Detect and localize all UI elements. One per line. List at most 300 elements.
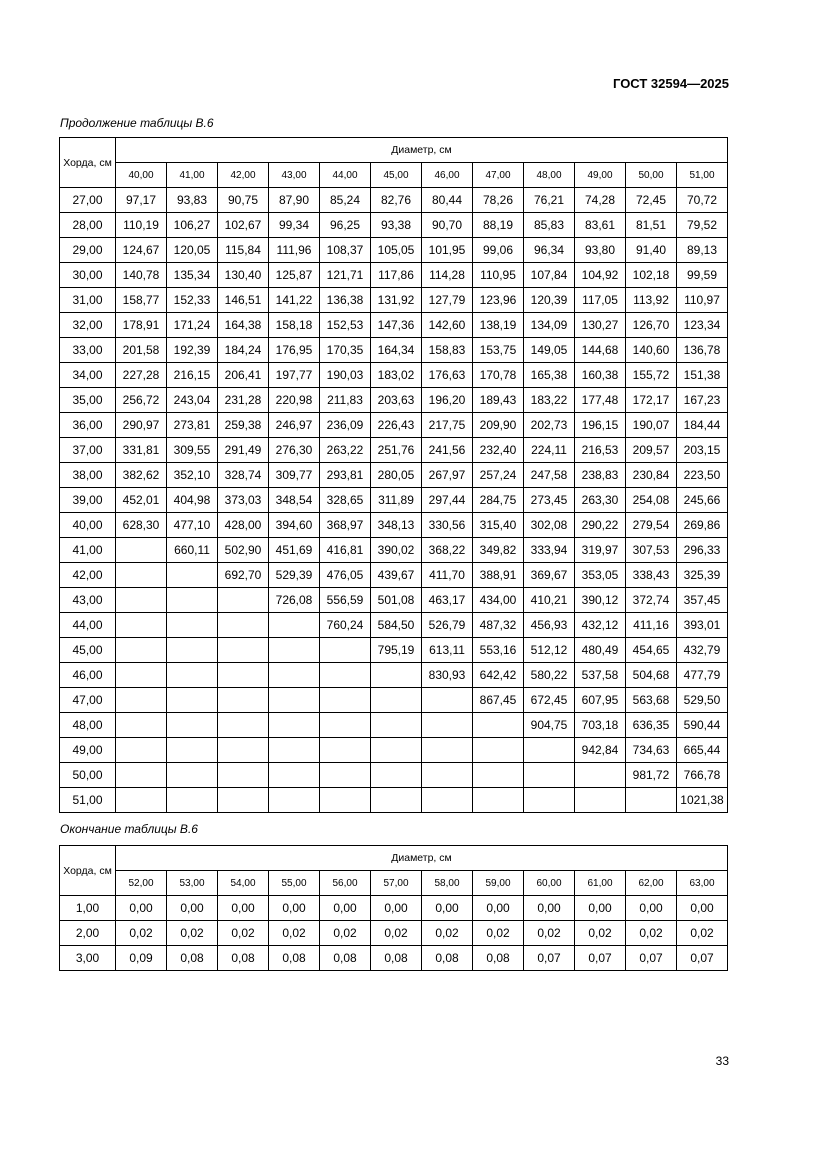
table-cell — [320, 638, 371, 663]
table-cell: 131,92 — [371, 288, 422, 313]
diameter-column-header: 56,00 — [320, 871, 371, 896]
chord-value: 39,00 — [60, 488, 116, 513]
table-cell: 428,00 — [218, 513, 269, 538]
table-cell: 432,12 — [575, 613, 626, 638]
table-cell — [218, 688, 269, 713]
table-cell: 297,44 — [422, 488, 473, 513]
table-cell: 0,02 — [269, 921, 320, 946]
table-cell: 206,41 — [218, 363, 269, 388]
table-row — [60, 738, 728, 763]
table-cell: 439,67 — [371, 563, 422, 588]
table-cell: 223,50 — [677, 463, 728, 488]
table-cell: 99,34 — [269, 213, 320, 238]
diameter-column-header: 57,00 — [371, 871, 422, 896]
table-cell: 247,58 — [524, 463, 575, 488]
table-cell: 93,83 — [167, 188, 218, 213]
chord-value: 36,00 — [60, 413, 116, 438]
table-cell: 302,08 — [524, 513, 575, 538]
table-cell — [167, 688, 218, 713]
table-cell: 0,08 — [422, 946, 473, 971]
table-cell: 106,27 — [167, 213, 218, 238]
table-cell: 130,40 — [218, 263, 269, 288]
table-row — [60, 263, 728, 288]
table-cell — [473, 763, 524, 788]
table-cell: 0,08 — [167, 946, 218, 971]
table-cell — [116, 738, 167, 763]
table-cell: 263,30 — [575, 488, 626, 513]
table-cell: 480,49 — [575, 638, 626, 663]
table-cell: 99,06 — [473, 238, 524, 263]
table-row — [60, 488, 728, 513]
chord-value: 47,00 — [60, 688, 116, 713]
table-cell: 245,66 — [677, 488, 728, 513]
table-cell: 734,63 — [626, 738, 677, 763]
table-cell — [320, 788, 371, 813]
table-cell — [116, 663, 167, 688]
table-cell: 243,04 — [167, 388, 218, 413]
table-cell: 203,15 — [677, 438, 728, 463]
table-cell: 142,60 — [422, 313, 473, 338]
diameter-column-header: 42,00 — [218, 163, 269, 188]
table-cell: 251,76 — [371, 438, 422, 463]
table-row — [60, 463, 728, 488]
table-cell: 167,23 — [677, 388, 728, 413]
table-cell: 152,33 — [167, 288, 218, 313]
table-cell: 170,78 — [473, 363, 524, 388]
table-cell: 72,45 — [626, 188, 677, 213]
table-cell: 155,72 — [626, 363, 677, 388]
table-cell: 227,28 — [116, 363, 167, 388]
table-cell: 127,79 — [422, 288, 473, 313]
table-cell: 263,22 — [320, 438, 371, 463]
table-cell: 123,34 — [677, 313, 728, 338]
table-cell — [116, 588, 167, 613]
table-cell: 121,71 — [320, 263, 371, 288]
table-cell: 136,78 — [677, 338, 728, 363]
table-cell: 135,34 — [167, 263, 218, 288]
table-cell: 393,01 — [677, 613, 728, 638]
table-cell: 331,81 — [116, 438, 167, 463]
table-cell: 108,37 — [320, 238, 371, 263]
diameter-column-header: 40,00 — [116, 163, 167, 188]
table-row — [60, 946, 728, 971]
table-cell — [371, 788, 422, 813]
chord-value: 44,00 — [60, 613, 116, 638]
table-cell: 107,84 — [524, 263, 575, 288]
table-cell: 349,82 — [473, 538, 524, 563]
table-cell: 0,00 — [524, 896, 575, 921]
table-cell: 78,26 — [473, 188, 524, 213]
table-cell: 0,08 — [371, 946, 422, 971]
table-cell — [218, 638, 269, 663]
diameter-column-header: 59,00 — [473, 871, 524, 896]
diameter-group-header: Диаметр, см — [116, 138, 728, 163]
table-cell: 246,97 — [269, 413, 320, 438]
table-cell: 665,44 — [677, 738, 728, 763]
table-cell: 416,81 — [320, 538, 371, 563]
diameter-column-header: 44,00 — [320, 163, 371, 188]
table-cell: 628,30 — [116, 513, 167, 538]
table-cell: 512,12 — [524, 638, 575, 663]
table-row — [60, 363, 728, 388]
table-row — [60, 338, 728, 363]
table-cell: 0,07 — [524, 946, 575, 971]
table-cell: 451,69 — [269, 538, 320, 563]
table-cell: 293,81 — [320, 463, 371, 488]
chord-value: 50,00 — [60, 763, 116, 788]
table-cell: 537,58 — [575, 663, 626, 688]
table-cell: 607,95 — [575, 688, 626, 713]
table-cell: 236,09 — [320, 413, 371, 438]
table-cell: 273,81 — [167, 413, 218, 438]
table-cell: 315,40 — [473, 513, 524, 538]
table-cell — [269, 763, 320, 788]
table-cell: 0,02 — [116, 921, 167, 946]
table-cell: 81,51 — [626, 213, 677, 238]
diameter-table-ending — [59, 845, 728, 971]
table-cell: 904,75 — [524, 713, 575, 738]
table-row — [60, 688, 728, 713]
table-cell — [575, 788, 626, 813]
table-cell: 726,08 — [269, 588, 320, 613]
table-cell: 190,07 — [626, 413, 677, 438]
table-cell — [116, 788, 167, 813]
table-row — [60, 588, 728, 613]
table-cell: 432,79 — [677, 638, 728, 663]
diameter-column-header: 55,00 — [269, 871, 320, 896]
chord-value: 30,00 — [60, 263, 116, 288]
table-cell: 136,38 — [320, 288, 371, 313]
table-cell: 76,21 — [524, 188, 575, 213]
table-cell: 0,07 — [626, 946, 677, 971]
table-cell: 80,44 — [422, 188, 473, 213]
diameter-column-header: 53,00 — [167, 871, 218, 896]
table-cell: 269,86 — [677, 513, 728, 538]
table-row — [60, 788, 728, 813]
table-cell: 85,24 — [320, 188, 371, 213]
table-cell: 203,63 — [371, 388, 422, 413]
table-cell: 202,73 — [524, 413, 575, 438]
table-cell: 89,13 — [677, 238, 728, 263]
table-cell: 404,98 — [167, 488, 218, 513]
table-cell: 153,75 — [473, 338, 524, 363]
table-cell — [116, 638, 167, 663]
table-cell: 134,09 — [524, 313, 575, 338]
table-row — [60, 896, 728, 921]
table-cell: 0,00 — [575, 896, 626, 921]
table-cell: 144,68 — [575, 338, 626, 363]
table-cell: 348,54 — [269, 488, 320, 513]
table-cell: 160,38 — [575, 363, 626, 388]
table-row — [60, 413, 728, 438]
table-cell — [473, 738, 524, 763]
table-cell: 388,91 — [473, 563, 524, 588]
table-cell: 140,78 — [116, 263, 167, 288]
chord-value: 34,00 — [60, 363, 116, 388]
table-cell: 192,39 — [167, 338, 218, 363]
chord-value: 33,00 — [60, 338, 116, 363]
table-cell — [116, 563, 167, 588]
table-cell: 795,19 — [371, 638, 422, 663]
chord-value: 51,00 — [60, 788, 116, 813]
table-cell: 0,00 — [320, 896, 371, 921]
diameter-column-header: 46,00 — [422, 163, 473, 188]
table-row — [60, 663, 728, 688]
table-cell: 114,28 — [422, 263, 473, 288]
table-cell: 0,00 — [167, 896, 218, 921]
table-cell: 502,90 — [218, 538, 269, 563]
table-cell: 151,38 — [677, 363, 728, 388]
table-cell: 87,90 — [269, 188, 320, 213]
table-cell: 0,00 — [116, 896, 167, 921]
table-cell: 0,02 — [422, 921, 473, 946]
table-cell: 147,36 — [371, 313, 422, 338]
table-cell: 660,11 — [167, 538, 218, 563]
table-cell: 102,67 — [218, 213, 269, 238]
table-cell: 369,67 — [524, 563, 575, 588]
table-cell: 368,97 — [320, 513, 371, 538]
table-cell — [167, 738, 218, 763]
table-cell: 563,68 — [626, 688, 677, 713]
table-cell — [320, 663, 371, 688]
table-cell: 196,15 — [575, 413, 626, 438]
table-cell: 338,43 — [626, 563, 677, 588]
table-cell: 390,12 — [575, 588, 626, 613]
table-cell: 0,02 — [167, 921, 218, 946]
table-cell: 553,16 — [473, 638, 524, 663]
table-cell — [524, 738, 575, 763]
table-cell: 504,68 — [626, 663, 677, 688]
table-cell: 867,45 — [473, 688, 524, 713]
table-cell: 0,08 — [269, 946, 320, 971]
table-cell: 580,22 — [524, 663, 575, 688]
diameter-group-header: Диаметр, см — [116, 846, 728, 871]
diameter-column-header: 61,00 — [575, 871, 626, 896]
table-cell: 176,95 — [269, 338, 320, 363]
table-cell: 97,17 — [116, 188, 167, 213]
table-cell: 96,25 — [320, 213, 371, 238]
table-cell — [269, 638, 320, 663]
table-cell: 373,03 — [218, 488, 269, 513]
table-cell: 0,02 — [524, 921, 575, 946]
table-cell: 96,34 — [524, 238, 575, 263]
table-cell: 463,17 — [422, 588, 473, 613]
table-cell: 124,67 — [116, 238, 167, 263]
diameter-column-header: 50,00 — [626, 163, 677, 188]
table-cell — [167, 763, 218, 788]
table-cell: 172,17 — [626, 388, 677, 413]
table-cell — [422, 713, 473, 738]
diameter-column-header: 43,00 — [269, 163, 320, 188]
table-cell — [167, 663, 218, 688]
table-cell: 452,01 — [116, 488, 167, 513]
table-cell: 211,83 — [320, 388, 371, 413]
diameter-column-header: 63,00 — [677, 871, 728, 896]
chord-value: 3,00 — [60, 946, 116, 971]
table-cell: 230,84 — [626, 463, 677, 488]
table-cell: 158,83 — [422, 338, 473, 363]
table-cell: 220,98 — [269, 388, 320, 413]
table-cell: 642,42 — [473, 663, 524, 688]
table-cell — [167, 788, 218, 813]
table-cell: 93,80 — [575, 238, 626, 263]
table-cell: 176,63 — [422, 363, 473, 388]
table-cell — [116, 763, 167, 788]
table-cell: 0,00 — [626, 896, 677, 921]
standard-designation: ГОСТ 32594—2025 — [613, 76, 729, 91]
table-cell: 90,70 — [422, 213, 473, 238]
table-cell: 309,77 — [269, 463, 320, 488]
table-cell: 82,76 — [371, 188, 422, 213]
table-cell: 0,00 — [473, 896, 524, 921]
chord-column-header: Хорда, см — [60, 846, 116, 896]
table-cell — [167, 588, 218, 613]
table-cell: 0,02 — [677, 921, 728, 946]
table-cell: 0,00 — [269, 896, 320, 921]
table-cell: 284,75 — [473, 488, 524, 513]
chord-value: 41,00 — [60, 538, 116, 563]
table-cell: 113,92 — [626, 288, 677, 313]
table-header-row — [60, 138, 728, 163]
table-cell: 120,39 — [524, 288, 575, 313]
table-cell — [422, 788, 473, 813]
table-cell: 111,96 — [269, 238, 320, 263]
table-cell: 184,44 — [677, 413, 728, 438]
table-cell: 115,84 — [218, 238, 269, 263]
table-cell: 348,13 — [371, 513, 422, 538]
table-cell: 216,15 — [167, 363, 218, 388]
table-header-row — [60, 846, 728, 871]
table-cell — [371, 763, 422, 788]
table-cell: 110,97 — [677, 288, 728, 313]
table-cell: 0,09 — [116, 946, 167, 971]
table-cell: 0,02 — [371, 921, 422, 946]
table-cell: 692,70 — [218, 563, 269, 588]
table-cell: 0,00 — [218, 896, 269, 921]
table-cell — [269, 663, 320, 688]
table-cell: 189,43 — [473, 388, 524, 413]
table-cell: 232,40 — [473, 438, 524, 463]
table-caption-continuation: Продолжение таблицы В.6 — [60, 116, 214, 130]
table-cell — [269, 738, 320, 763]
table-cell: 254,08 — [626, 488, 677, 513]
chord-value: 46,00 — [60, 663, 116, 688]
table-caption-ending: Окончание таблицы В.6 — [60, 822, 198, 836]
table-row — [60, 713, 728, 738]
table-cell: 93,38 — [371, 213, 422, 238]
chord-value: 43,00 — [60, 588, 116, 613]
table-cell — [218, 788, 269, 813]
table-cell: 197,77 — [269, 363, 320, 388]
table-cell — [269, 788, 320, 813]
table-cell: 410,21 — [524, 588, 575, 613]
table-cell: 105,05 — [371, 238, 422, 263]
table-cell: 273,45 — [524, 488, 575, 513]
chord-column-header: Хорда, см — [60, 138, 116, 188]
table-row — [60, 238, 728, 263]
table-cell: 501,08 — [371, 588, 422, 613]
table-cell — [269, 688, 320, 713]
table-cell: 74,28 — [575, 188, 626, 213]
table-cell — [116, 538, 167, 563]
chord-value: 45,00 — [60, 638, 116, 663]
table-cell: 456,93 — [524, 613, 575, 638]
table-row — [60, 763, 728, 788]
table-cell: 259,38 — [218, 413, 269, 438]
table-cell: 766,78 — [677, 763, 728, 788]
diameter-column-header: 45,00 — [371, 163, 422, 188]
chord-value: 37,00 — [60, 438, 116, 463]
table-cell: 196,20 — [422, 388, 473, 413]
table-cell — [167, 638, 218, 663]
table-cell: 529,50 — [677, 688, 728, 713]
table-cell — [218, 663, 269, 688]
table-cell: 357,45 — [677, 588, 728, 613]
table-cell: 760,24 — [320, 613, 371, 638]
table-cell — [371, 738, 422, 763]
diameter-column-header: 58,00 — [422, 871, 473, 896]
table-cell: 330,56 — [422, 513, 473, 538]
chord-value: 38,00 — [60, 463, 116, 488]
table-cell: 0,02 — [473, 921, 524, 946]
diameter-column-header: 51,00 — [677, 163, 728, 188]
table-row — [60, 438, 728, 463]
chord-value: 48,00 — [60, 713, 116, 738]
table-cell: 279,54 — [626, 513, 677, 538]
table-cell: 224,11 — [524, 438, 575, 463]
table-cell: 942,84 — [575, 738, 626, 763]
table-cell: 487,32 — [473, 613, 524, 638]
table-cell: 703,18 — [575, 713, 626, 738]
table-cell: 0,00 — [371, 896, 422, 921]
chord-value: 1,00 — [60, 896, 116, 921]
diameter-column-header: 49,00 — [575, 163, 626, 188]
table-cell: 0,07 — [677, 946, 728, 971]
table-cell: 241,56 — [422, 438, 473, 463]
table-cell: 130,27 — [575, 313, 626, 338]
table-cell: 164,38 — [218, 313, 269, 338]
table-cell: 209,90 — [473, 413, 524, 438]
chord-value: 42,00 — [60, 563, 116, 588]
table-cell: 190,03 — [320, 363, 371, 388]
table-cell — [167, 563, 218, 588]
table-cell: 120,05 — [167, 238, 218, 263]
table-cell — [371, 663, 422, 688]
table-cell: 434,00 — [473, 588, 524, 613]
table-cell — [218, 713, 269, 738]
table-cell: 70,72 — [677, 188, 728, 213]
table-cell: 0,02 — [626, 921, 677, 946]
table-cell: 0,00 — [677, 896, 728, 921]
table-cell: 138,19 — [473, 313, 524, 338]
table-cell: 178,91 — [116, 313, 167, 338]
table-cell: 102,18 — [626, 263, 677, 288]
table-cell: 333,94 — [524, 538, 575, 563]
table-cell: 110,19 — [116, 213, 167, 238]
table-cell: 353,05 — [575, 563, 626, 588]
table-row — [60, 188, 728, 213]
table-row — [60, 563, 728, 588]
table-cell: 158,18 — [269, 313, 320, 338]
table-cell — [269, 613, 320, 638]
table-row — [60, 613, 728, 638]
table-cell: 394,60 — [269, 513, 320, 538]
table-cell — [218, 763, 269, 788]
diameter-column-header: 62,00 — [626, 871, 677, 896]
table-row — [60, 288, 728, 313]
table-cell: 613,11 — [422, 638, 473, 663]
table-cell — [167, 713, 218, 738]
